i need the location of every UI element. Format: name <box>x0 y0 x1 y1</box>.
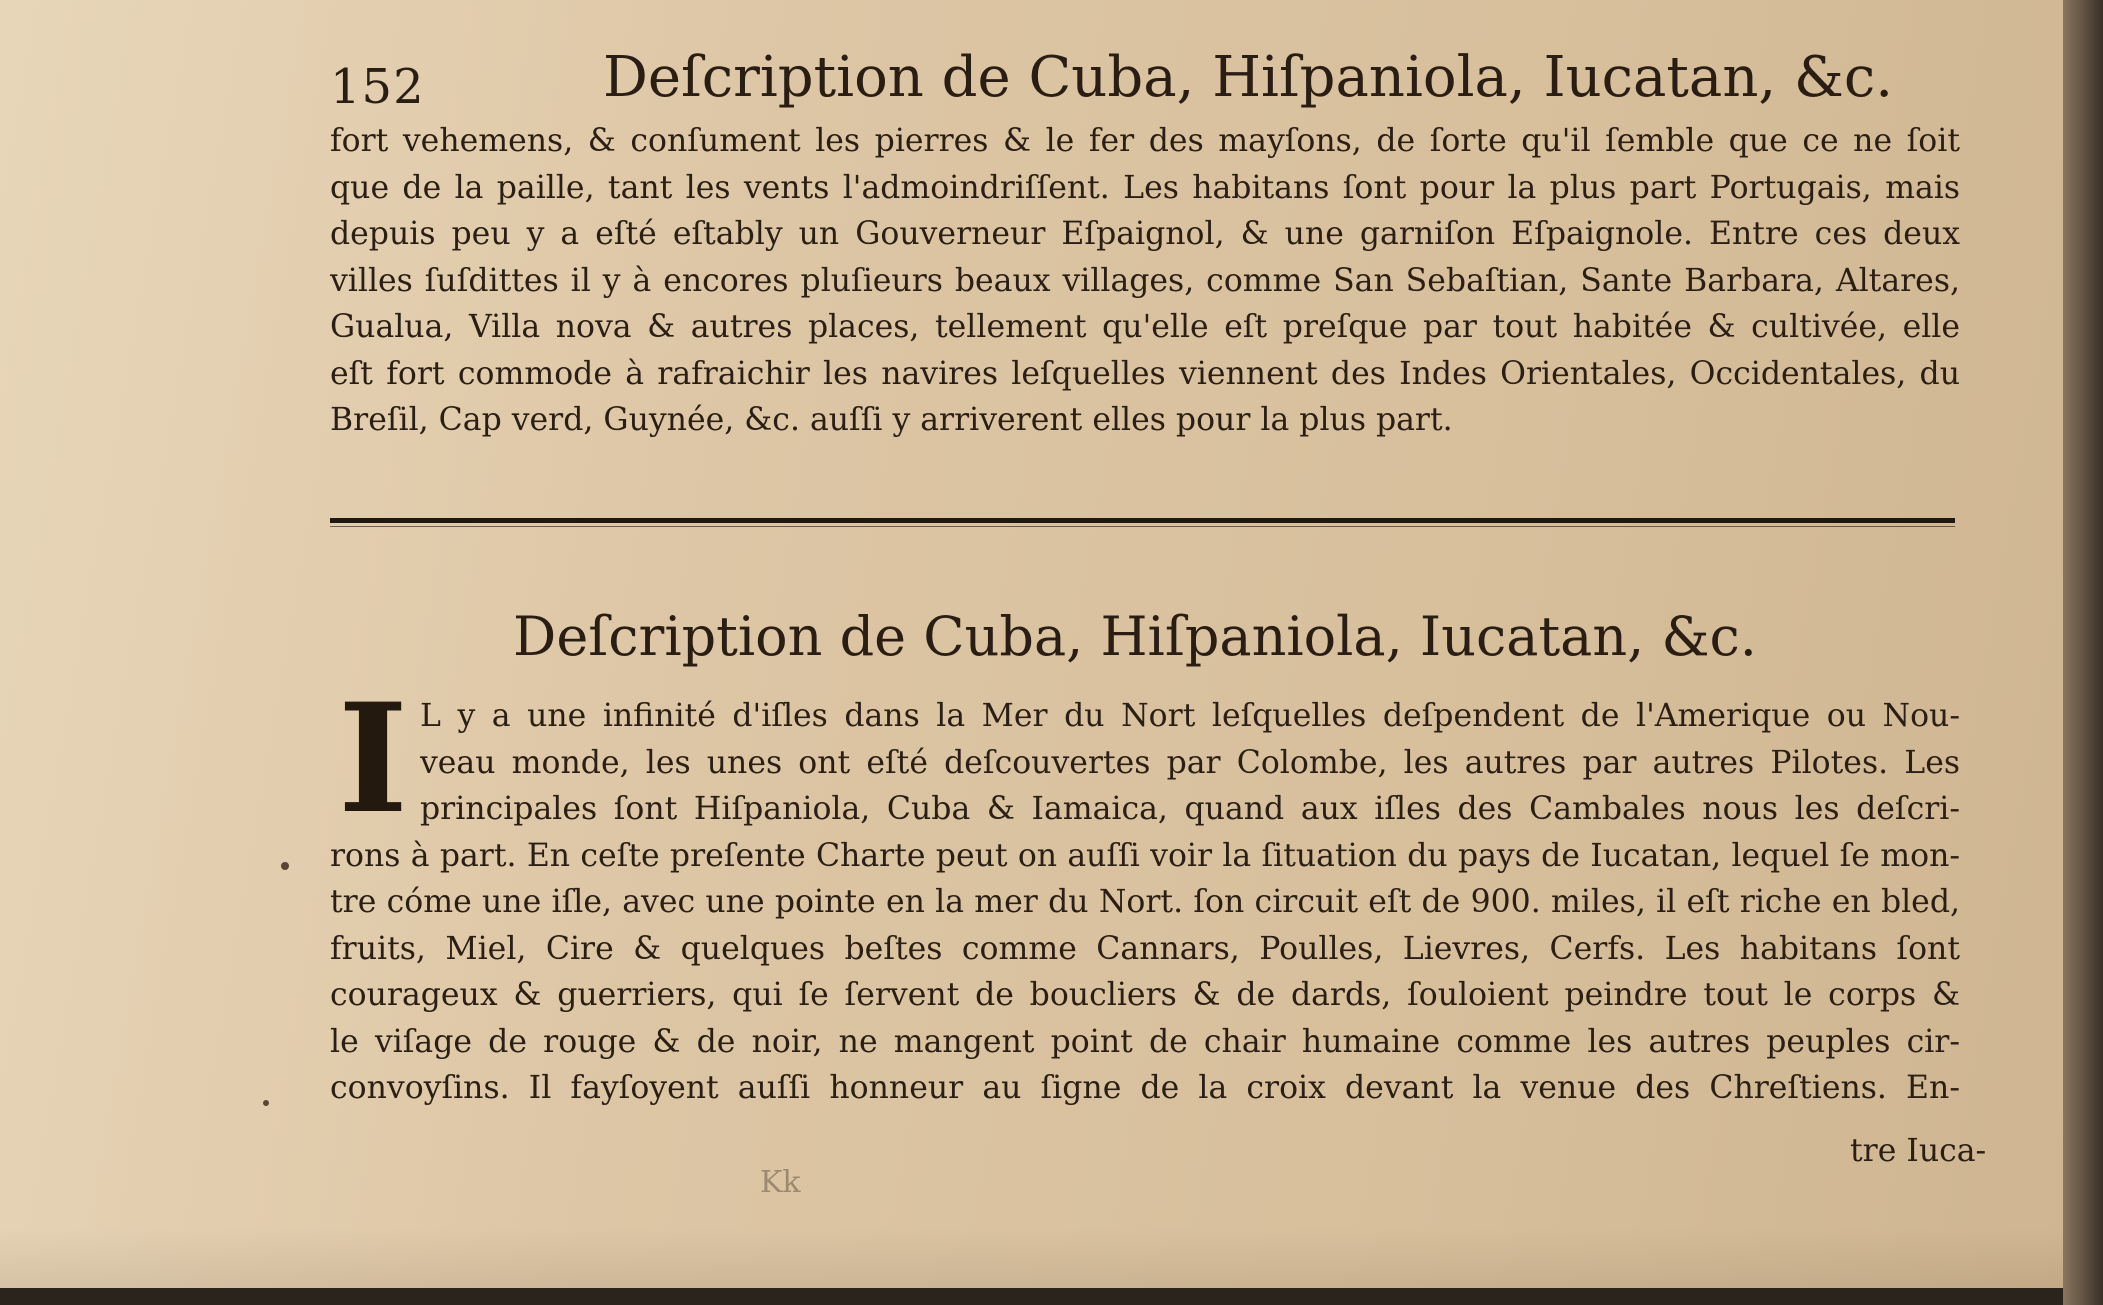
ink-speck <box>263 1100 269 1106</box>
ink-speck <box>281 862 289 870</box>
text-line: fort vehemens, & conſument les pierres & le fer des mayſons, de ſorte qu'il ſemble que ce ne ſoit <box>330 123 1960 159</box>
text-line: le viſage de rouge & de noir, ne mangent point de chair humaine comme les autres peuples cir- <box>330 1023 1960 1060</box>
text-line: depuis peu y a eſté eſtably un Gouverneur Eſpaignol, & une garniſon Eſpaignole. Entre ces deux <box>330 216 1960 252</box>
catchword: tre Iuca- <box>1850 1133 1987 1169</box>
text-line: L y a une infinité d'iſles dans la Mer du Nort leſquelles deſpendent de l'Amerique ou Nou- <box>420 698 1960 734</box>
section-title: Deſcription de Cuba, Hiſpaniola, Iucatan, &c. <box>513 605 1757 668</box>
signature-mark: Kk <box>760 1165 801 1200</box>
text-line: eſt fort commode à rafraichir les navires leſquelles viennent des Indes Orientales, Occidentales, du <box>330 355 1960 392</box>
text-line: principales ſont Hiſpaniola, Cuba & Iamaica, quand aux iſles des Cambales nous les deſcri- <box>420 791 1960 827</box>
running-title: Deſcription de Cuba, Hiſpaniola, Iucatan, &c. <box>603 45 1893 110</box>
text-line: courageux & guerriers, qui ſe ſervent de boucliers & de dards, ſouloient peindre tout le corps & <box>330 977 1960 1013</box>
text-line: que de la paille, tant les vents l'admoindriſſent. Les habitans ſont pour la plus part Portugais, mais <box>330 169 1960 206</box>
text-line: veau monde, les unes ont eſté deſcouvertes par Colombe, les autres par autres Pilotes. Les <box>420 744 1960 781</box>
section-paragraph <box>330 671 1960 1112</box>
drop-cap: I <box>337 671 409 847</box>
text-line: fruits, Miel, Cire & quelques beſtes comme Cannars, Poulles, Lievres, Cerfs. Les habitans ſont <box>330 930 1960 967</box>
page-number: 152 <box>330 59 425 115</box>
margin-specks <box>255 630 315 1130</box>
section-divider-thin <box>330 526 1955 527</box>
page-binding-edge <box>2063 0 2103 1305</box>
text-line: Breſil, Cap verd, Guynée, &c. auſſi y arriverent elles pour la plus part. <box>330 402 1453 438</box>
section-divider <box>330 518 1955 523</box>
page-shadow <box>0 1228 2068 1288</box>
text-line: convoyſins. Il fayſoyent auſſi honneur au ſigne de la croix devant la venue des Chreſtiens. En- <box>330 1070 1960 1106</box>
text-line: tre cóme une iſle, avec une pointe en la mer du Nort. ſon circuit eſt de 900. miles, il eſt riche en bled, <box>330 884 1960 920</box>
page-header <box>330 45 1970 115</box>
text-line: rons à part. En ceſte preſente Charte peut on auſſi voir la ſituation du pays de Iucatan, lequel ſe mon- <box>330 837 1960 874</box>
text-line: Gualua, Villa nova & autres places, tellement qu'elle eſt preſque par tout habitée & cultivée, elle <box>330 309 1960 345</box>
top-paragraph <box>330 118 1960 444</box>
text-line: villes ſuſdittes il y à encores pluſieurs beaux villages, comme San Sebaſtian, Sante Barbara, Altares, <box>330 262 1960 299</box>
